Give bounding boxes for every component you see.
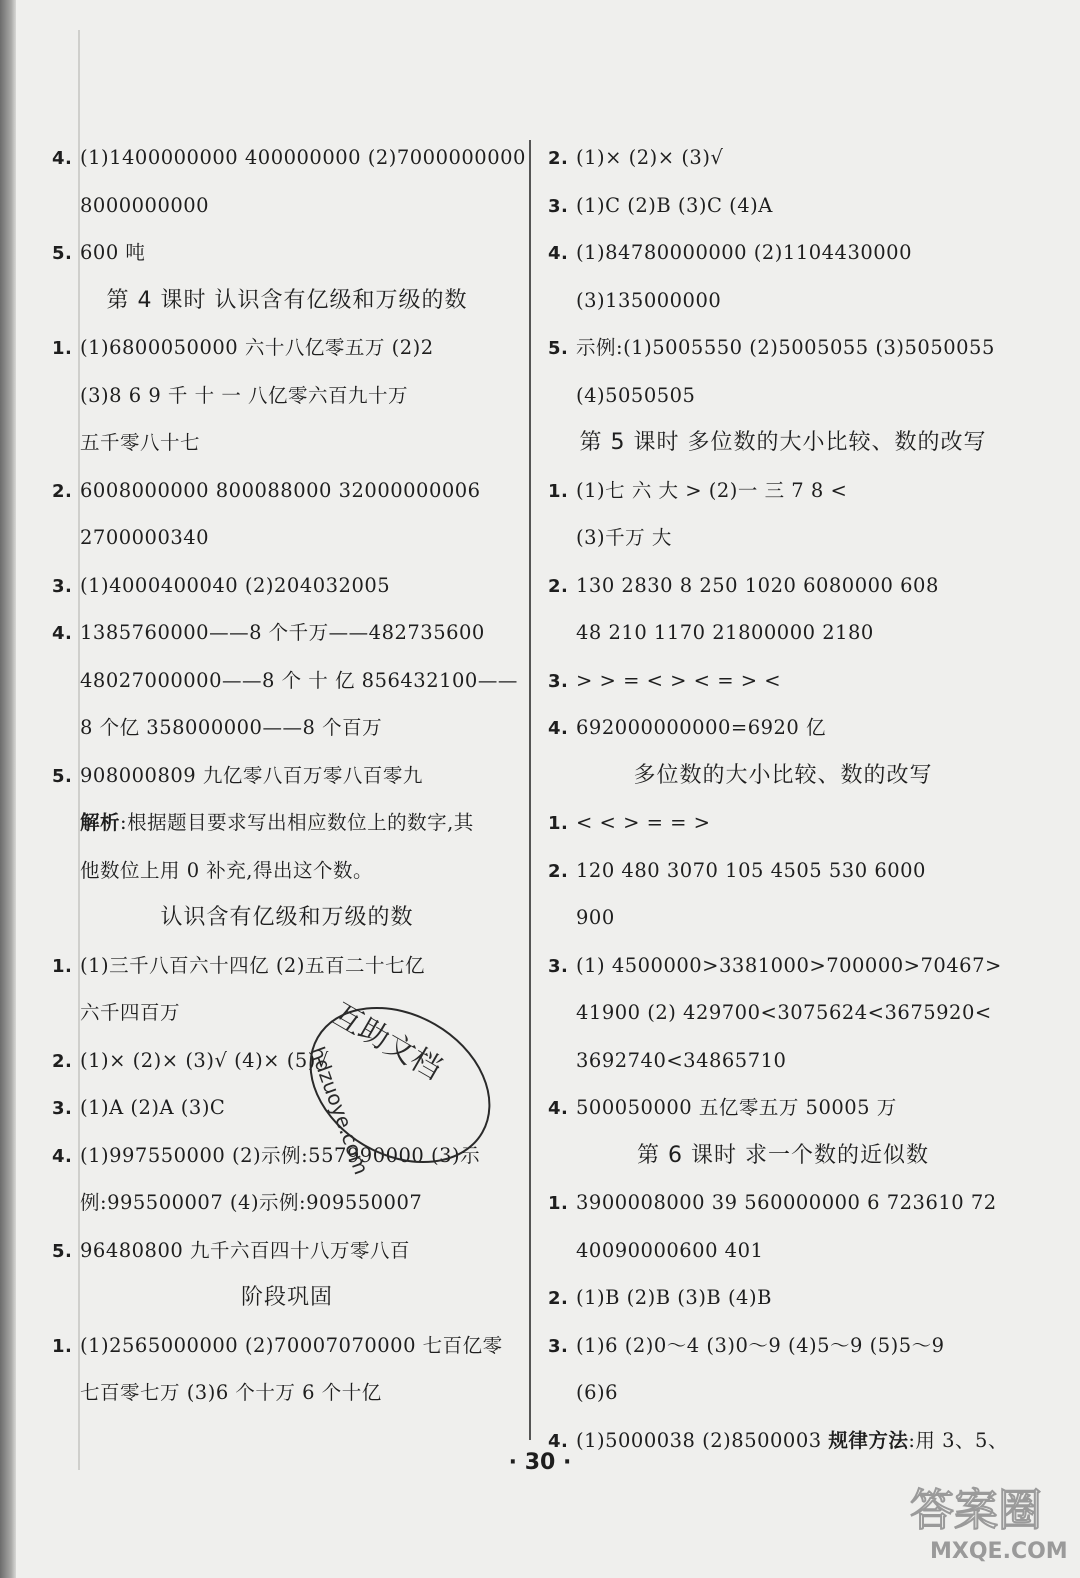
section-heading: 认识含有亿级和万级的数 xyxy=(160,905,414,930)
page-edge xyxy=(0,0,16,1578)
answer-item xyxy=(548,562,1018,610)
item-text: > > = < > < = > < xyxy=(576,668,782,692)
answer-continuation: (3)8 6 9 千 十 一 八亿零六百九十万 xyxy=(80,383,409,407)
answer-continuation: 七百零七万 (3)6 个十万 6 个十亿 xyxy=(80,1381,382,1404)
answer-continuation: 2700000340 xyxy=(80,526,210,549)
item-text: (1)4000400040 (2)204032005 xyxy=(80,573,391,597)
item-number: 2. xyxy=(548,1288,569,1309)
column-divider xyxy=(529,140,531,1440)
item-number: 5. xyxy=(548,338,569,359)
item-number: 3. xyxy=(548,1335,569,1357)
item-number: 3. xyxy=(548,955,569,977)
watermark-stamp xyxy=(290,980,520,1180)
answer-item xyxy=(548,324,1018,372)
answer-item xyxy=(548,1322,1018,1370)
answer-continuation: 900 xyxy=(576,906,615,929)
answer-item xyxy=(548,229,1018,277)
analysis-label: 解析 xyxy=(80,811,121,834)
section-heading: 第 6 课时 求一个数的近似数 xyxy=(637,1142,929,1168)
item-number: 3. xyxy=(52,1098,73,1119)
section-heading: 阶段巩固 xyxy=(240,1285,333,1310)
item-text: 120 480 3070 105 4505 530 6000 xyxy=(576,858,926,882)
item-number: 3. xyxy=(548,670,569,692)
item-text: (1)B (2)B (3)B (4)B xyxy=(576,1286,772,1309)
answer-continuation: (4)5050505 xyxy=(576,383,696,407)
answer-item xyxy=(52,229,522,277)
answer-item xyxy=(548,1179,1018,1227)
answer-item xyxy=(52,324,522,372)
answer-item xyxy=(52,1227,522,1275)
item-text: (1)6 (2)0～4 (3)0～9 (4)5～9 (5)5～9 xyxy=(576,1333,945,1357)
item-number: 5. xyxy=(52,765,73,787)
item-text: 600 吨 xyxy=(80,241,146,264)
answer-continuation: 40090000600 401 xyxy=(576,1238,764,1262)
item-text: (1)七 六 大 > (2)一 三 7 8 < xyxy=(576,478,848,502)
page-number: · 30 · xyxy=(508,1450,572,1475)
svg-text:MXQE.COM: MXQE.COM xyxy=(930,1539,1068,1564)
item-number: 3. xyxy=(52,575,73,597)
answer-continuation: 8 个亿 358000000——8 个百万 xyxy=(80,716,383,739)
answer-item xyxy=(548,467,1018,515)
answer-continuation: 3692740<34865710 xyxy=(576,1048,787,1072)
item-number: 2. xyxy=(548,860,569,882)
answer-continuation: (6)6 xyxy=(576,1381,619,1404)
item-number: 4. xyxy=(52,623,73,644)
item-text: (1)1400000000 400000000 (2)7000000000 xyxy=(80,146,526,169)
item-text: 6008000000 800088000 32000000006 xyxy=(80,478,481,502)
answer-continuation: 48027000000——8 个 十 亿 856432100—— xyxy=(80,668,518,692)
item-text: 1385760000——8 个千万——482735600 xyxy=(80,621,485,644)
item-number: 2. xyxy=(548,148,569,169)
item-text: 130 2830 8 250 1020 6080000 608 xyxy=(576,573,939,597)
answer-item xyxy=(548,182,1018,230)
answer-item xyxy=(52,609,522,657)
item-number: 2. xyxy=(52,480,73,502)
item-number: 1. xyxy=(52,1335,73,1357)
analysis-line xyxy=(52,799,522,847)
left-column xyxy=(52,134,526,1417)
item-number: 1. xyxy=(52,338,73,359)
answer-item xyxy=(548,1274,1018,1322)
item-number: 1. xyxy=(548,813,569,834)
item-text: 3900008000 39 560000000 6 723610 72 xyxy=(576,1191,997,1214)
item-text: (1)× (2)× (3)√ (4)× (5)√ xyxy=(80,1048,329,1072)
item-number: 3. xyxy=(548,195,569,217)
item-text: (1)5000038 (2)8500003 xyxy=(576,1428,829,1452)
watermark-logo xyxy=(900,1470,1070,1565)
answer-continuation: 41900 (2) 429700<3075624<3675920< xyxy=(576,1001,992,1024)
item-text: 908000809 九亿零八百万零八百零九 xyxy=(80,763,423,787)
item-number: 1. xyxy=(548,1193,569,1214)
svg-text:答案圈: 答案圈 xyxy=(910,1485,1042,1536)
answer-item xyxy=(52,134,526,182)
item-text: (1)6800050000 六十八亿零五万 (2)2 xyxy=(80,336,434,359)
answer-continuation: 六千四百万 xyxy=(80,1001,181,1024)
section-heading: 第 4 课时 认识含有亿级和万级的数 xyxy=(106,287,468,313)
item-number: 4. xyxy=(548,1430,569,1452)
item-text: 96480800 九千六百四十八万零八百 xyxy=(80,1238,410,1262)
answer-item xyxy=(548,799,1018,847)
item-text: (1)C (2)B (3)C (4)A xyxy=(576,193,773,217)
item-text: 示例:(1)5005550 (2)5005055 (3)5050055 xyxy=(576,336,995,359)
item-text: < < > = = > xyxy=(576,811,711,834)
item-text: (1)A (2)A (3)C xyxy=(80,1096,226,1119)
item-number: 4. xyxy=(548,1098,569,1119)
section-heading: 多位数的大小比较、数的改写 xyxy=(633,762,933,788)
item-number: 5. xyxy=(52,1240,73,1262)
method-label: 规律方法 xyxy=(828,1428,909,1452)
item-number: 1. xyxy=(548,480,569,502)
section-heading: 第 5 课时 多位数的大小比较、数的改写 xyxy=(579,430,987,455)
answer-item xyxy=(548,704,1018,752)
answer-item xyxy=(548,1084,1018,1132)
answer-continuation: 48 210 1170 21800000 2180 xyxy=(576,621,874,644)
item-number: 4. xyxy=(548,243,569,264)
answer-continuation: 8000000000 xyxy=(80,193,210,217)
analysis-text: :根据题目要求写出相应数位上的数字,其 xyxy=(120,811,474,834)
item-text: (1)2565000000 (2)70007070000 七百亿零 xyxy=(80,1333,503,1357)
item-number: 2. xyxy=(548,575,569,597)
answer-continuation: 他数位上用 0 补充,得出这个数。 xyxy=(80,858,374,882)
item-number: 5. xyxy=(52,243,73,264)
answer-item xyxy=(52,467,522,515)
method-text: :用 3、5、 xyxy=(908,1428,1008,1452)
item-text: (1)× (2)× (3)√ xyxy=(576,146,724,169)
answer-item xyxy=(52,1322,522,1370)
answer-item xyxy=(548,847,1018,895)
right-column xyxy=(548,134,1018,1464)
item-number: 1. xyxy=(52,955,73,977)
answer-item xyxy=(548,1417,1018,1465)
item-number: 4. xyxy=(548,718,569,739)
item-text: (1) 4500000>3381000>700000>70467> xyxy=(576,953,1002,977)
answer-item xyxy=(52,562,522,610)
svg-text:hdzuoye.com: hdzuoye.com xyxy=(305,1043,374,1178)
answer-item xyxy=(52,752,522,800)
answer-item xyxy=(548,942,1018,990)
item-text: (1)84780000000 (2)1104430000 xyxy=(576,241,912,264)
answer-continuation: 例:995500007 (4)示例:909550007 xyxy=(80,1191,423,1214)
item-text: (1)997550000 (2)示例:557990000 (3)示 xyxy=(80,1143,481,1167)
svg-text:互助文档: 互助文档 xyxy=(326,996,448,1087)
item-number: 2. xyxy=(52,1050,73,1072)
answer-continuation: (3)千万 大 xyxy=(576,526,672,549)
answer-item xyxy=(548,657,1018,705)
item-number: 4. xyxy=(52,1145,73,1167)
answer-continuation: (3)135000000 xyxy=(576,288,722,312)
item-text: 692000000000=6920 亿 xyxy=(576,716,827,739)
item-number: 4. xyxy=(52,148,73,169)
answer-item xyxy=(548,134,1018,182)
item-text: (1)三千八百六十四亿 (2)五百二十七亿 xyxy=(80,953,425,977)
answer-continuation: 五千零八十七 xyxy=(80,431,201,454)
item-text: 500050000 五亿零五万 50005 万 xyxy=(576,1096,897,1119)
